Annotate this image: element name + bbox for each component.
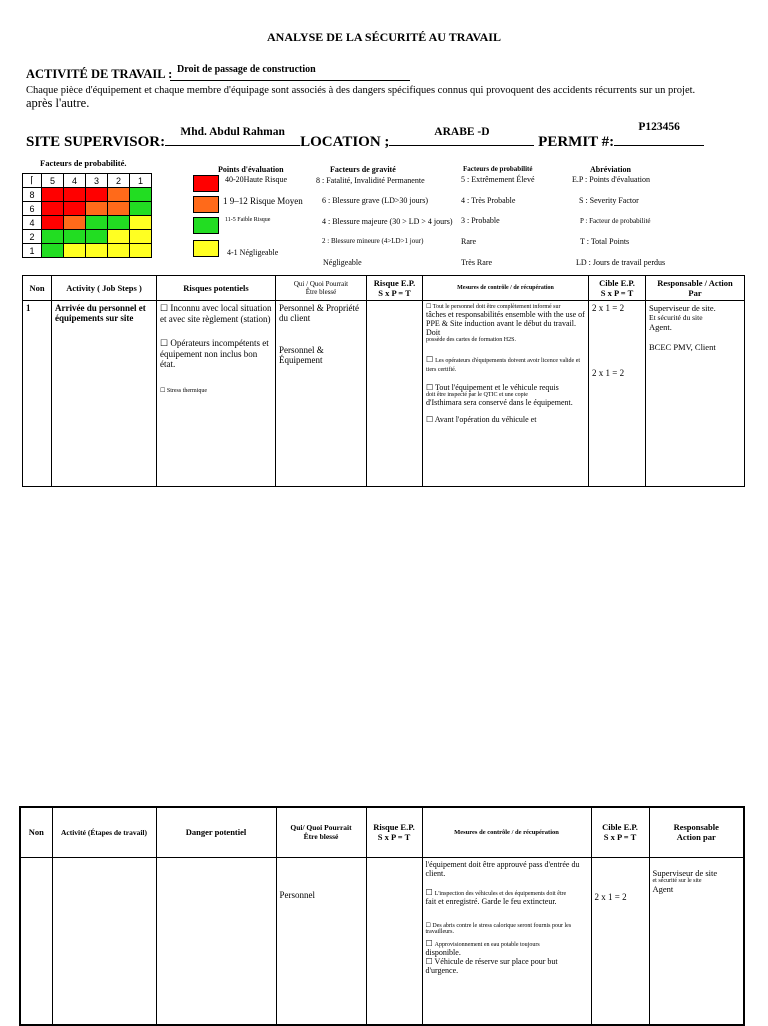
points-header: Points d'évaluation xyxy=(218,165,284,174)
target-value: 2 x 1 = 2 xyxy=(592,368,625,378)
col-header-danger: Danger potentiel xyxy=(156,807,276,857)
grid-row-header: 2 xyxy=(23,230,42,244)
measure-item: doit être inspecté par le QTIC et une copie xyxy=(426,392,528,398)
gravity-item: 2 : Blessure mineure (4>LD>1 jour) xyxy=(322,237,424,245)
row-number: 1 xyxy=(23,301,52,487)
activity-value: Droit de passage de construction xyxy=(177,64,316,75)
location-value: ARABE -D xyxy=(434,126,490,138)
supervisor-row xyxy=(26,121,704,151)
risk-item: ☐ Inconnu avec local situation et avec site règlement (station) xyxy=(160,303,272,324)
col-header-target: Cible E.P. S x P = T xyxy=(589,276,646,301)
legend-label-high: 40-20Haute Risque xyxy=(225,175,287,184)
col-header-ep: Risque E.P. S x P = T xyxy=(367,276,423,301)
probability-item: Rare xyxy=(461,237,477,246)
legend-swatch-medium xyxy=(193,196,219,213)
measure-item: l'équipement doit être approuvé pass d'entrée du client. xyxy=(425,859,580,878)
who-item: Personnel xyxy=(279,889,315,900)
row-measures xyxy=(423,301,589,487)
row-ep xyxy=(366,857,422,1025)
row-responsible: Superviseur de site. Et sécurité du site Agent. BCEC PMV, Client xyxy=(646,301,745,487)
col-header-activity: Activité (Étapes de travail) xyxy=(52,807,156,857)
grid-cell xyxy=(86,216,108,230)
grid-col-header: 3 xyxy=(86,174,108,188)
grid-cell xyxy=(86,188,108,202)
gravity-item: 8 : Fatalité, Invalidité Permanente xyxy=(316,176,425,185)
grid-col-header: 2 xyxy=(108,174,130,188)
measure-item: ☐ Avant l'opération du véhicule et xyxy=(426,415,537,424)
grid-cell xyxy=(130,202,152,216)
row-number xyxy=(20,857,52,1025)
table-row xyxy=(23,301,745,487)
activity-label: ACTIVITÉ DE TRAVAIL : xyxy=(26,67,173,81)
col-header-activity: Activity ( Job Steps ) xyxy=(52,276,157,301)
row-who xyxy=(276,301,367,487)
col-header-no: Non xyxy=(20,807,52,857)
gravity-item: 6 : Blessure grave (LD>30 jours) xyxy=(322,196,429,205)
who-item: Personnel & Équipement xyxy=(279,345,324,365)
supervisor-field xyxy=(165,126,300,146)
col-header-responsible: Responsable / Action Par xyxy=(646,276,745,301)
grid-cell xyxy=(86,244,108,258)
grid-cell xyxy=(42,202,64,216)
probability-grid xyxy=(22,173,152,258)
grid-cell xyxy=(64,188,86,202)
col-header-who: Qui/ Quoi Pourrait Être blessé xyxy=(276,807,366,857)
row-risks xyxy=(157,301,276,487)
grid-cell xyxy=(64,202,86,216)
grid-cell xyxy=(108,230,130,244)
risk-table-1 xyxy=(22,275,745,487)
grid-cell xyxy=(64,230,86,244)
grid-col-header: 1 xyxy=(130,174,152,188)
location-label: LOCATION ; xyxy=(300,134,390,150)
grid-cell xyxy=(42,244,64,258)
grid-cell xyxy=(130,230,152,244)
col-header-measures: Mesures de contrôle / de récupération xyxy=(423,276,589,301)
who-item: Personnel & Propriété du client xyxy=(279,303,359,323)
risk-item: ☐ Opérateurs incompétents et équipement non inclus bon état. xyxy=(160,338,269,369)
row-who xyxy=(276,857,366,1025)
measure-item: fait et enregistré. Garde le feu extincteur. xyxy=(425,896,557,906)
location-field xyxy=(389,126,534,146)
grid-cell xyxy=(42,230,64,244)
row-responsible: Superviseur de site et sécurité sur le site Agent xyxy=(649,857,744,1025)
measure-item: possède des cartes de formation H2S. xyxy=(426,337,516,343)
row-measures xyxy=(422,857,591,1025)
col-header-who: Qui / Quoi Pourrait Être blessé xyxy=(276,276,367,301)
intro-line-2: après l'autre. xyxy=(26,96,90,110)
col-header-responsible: Responsable Action par xyxy=(649,807,744,857)
grid-row-header: 6 xyxy=(23,202,42,216)
probability-item: 4 : Très Probable xyxy=(461,196,516,205)
grid-cell xyxy=(42,188,64,202)
measure-item: ☐ Véhicule de réserve sur place pour but d'urgence. xyxy=(425,956,558,975)
row-target xyxy=(591,857,649,1025)
abbreviation-item: E.P : Points d'évaluation xyxy=(572,175,651,184)
legend-swatch-low xyxy=(193,217,219,234)
risk-table-2 xyxy=(19,806,745,1026)
measure-item: ☐ L'inspection des véhicules et des équipements doit être xyxy=(425,887,567,897)
col-header-target: Cible E.P. S x P = T xyxy=(591,807,649,857)
grid-cell xyxy=(86,202,108,216)
permit-label: PERMIT #: xyxy=(538,134,615,150)
grid-col-header: 4 xyxy=(64,174,86,188)
risk-item: ☐ Stress thermique xyxy=(160,388,208,394)
measure-item: ☐ Les opérateurs d'équipements doivent avoir licence valide et tiers certifié. xyxy=(426,355,581,373)
permit-value: P123456 xyxy=(638,121,680,133)
probability-item: Très Rare xyxy=(461,258,493,267)
measure-item: ☐ Tout l'équipement et le véhicule requis xyxy=(426,383,559,392)
grid-cell xyxy=(130,216,152,230)
measure-item: ☐ Approvisionnement en eau potable toujours xyxy=(425,938,540,948)
grid-corner: ⌈ xyxy=(23,174,42,188)
grid-row-header: 1 xyxy=(23,244,42,258)
grid-cell xyxy=(64,244,86,258)
table-row xyxy=(20,857,744,1025)
col-header-ep: Risque E.P. S x P = T xyxy=(366,807,422,857)
row-activity xyxy=(52,857,156,1025)
supervisor-label: SITE SUPERVISOR: xyxy=(26,134,166,150)
grid-row-header: 8 xyxy=(23,188,42,202)
measure-item: ☐ Des abris contre le stress calorique seront fournis pour les travailleurs. xyxy=(425,922,572,935)
row-danger xyxy=(156,857,276,1025)
abbreviation-header: Abréviation xyxy=(590,165,631,174)
col-header-risks: Risques potentiels xyxy=(157,276,276,301)
measure-item: d'Isthimara sera conservé dans le équipement. xyxy=(426,398,573,407)
legend-swatch-negligible xyxy=(193,240,219,257)
legend-swatch-high xyxy=(193,175,219,192)
row-target xyxy=(589,301,646,487)
grid-cell xyxy=(108,244,130,258)
row-ep xyxy=(367,301,423,487)
gravity-item: Négligeable xyxy=(323,258,362,267)
grid-cell xyxy=(42,216,64,230)
page-title: ANALYSE DE LA SÉCURITÉ AU TRAVAIL xyxy=(267,30,501,44)
measure-item: disponible. xyxy=(425,947,461,957)
gravity-header: Facteurs de gravité xyxy=(330,165,396,174)
permit-field xyxy=(614,121,704,146)
grid-cell xyxy=(64,216,86,230)
intro-line-1: Chaque pièce d'équipement et chaque membre d'équipage sont associés à des dangers spécifiques connus qui provoquent des accidents récurrents sur un projet. xyxy=(26,85,696,96)
legend-label-low: 11-5 Faible Risque xyxy=(225,217,271,223)
measure-item: tâches et responsabilités ensemble with the use of PPE & Site induction avant le début du travail. Doit xyxy=(426,310,585,337)
abbreviation-item: T : Total Points xyxy=(580,237,630,246)
probability-item: 3 : Probable xyxy=(461,216,500,225)
supervisor-value: Mhd. Abdul Rahman xyxy=(180,126,285,138)
abbreviation-item: LD : Jours de travail perdus xyxy=(576,258,666,267)
target-value: 2 x 1 = 2 xyxy=(594,891,627,902)
gravity-item: 4 : Blessure majeure (30 > LD > 4 jours) xyxy=(322,217,453,226)
col-header-measures: Mesures de contrôle / de récupération xyxy=(422,807,591,857)
grid-cell xyxy=(108,202,130,216)
row-activity: Arrivée du personnel et équipements sur site xyxy=(52,301,157,487)
legend-label-medium: 1 9–12 Risque Moyen xyxy=(223,196,303,206)
col-header-no: Non xyxy=(23,276,52,301)
abbreviation-item: P : Facteur de probabilité xyxy=(580,217,651,225)
probability-grid-title: Facteurs de probabilité. xyxy=(40,158,127,168)
target-value: 2 x 1 = 2 xyxy=(592,303,625,313)
probability-header: Facteurs de probabilité xyxy=(463,165,533,173)
probability-item: 5 : Extrêmement Élevé xyxy=(461,175,535,184)
intro-text xyxy=(26,84,766,110)
grid-cell xyxy=(130,188,152,202)
grid-row-header: 4 xyxy=(23,216,42,230)
activity-underline xyxy=(170,80,410,81)
grid-cell xyxy=(86,230,108,244)
grid-cell xyxy=(108,188,130,202)
measure-item: ☐ Tout le personnel doit être complètement informé sur xyxy=(426,304,561,310)
grid-cell xyxy=(108,216,130,230)
legend-label-negligible: 4-1 Négligeable xyxy=(227,248,279,257)
abbreviation-item: S : Severity Factor xyxy=(579,196,639,205)
grid-cell xyxy=(130,244,152,258)
grid-col-header: 5 xyxy=(42,174,64,188)
